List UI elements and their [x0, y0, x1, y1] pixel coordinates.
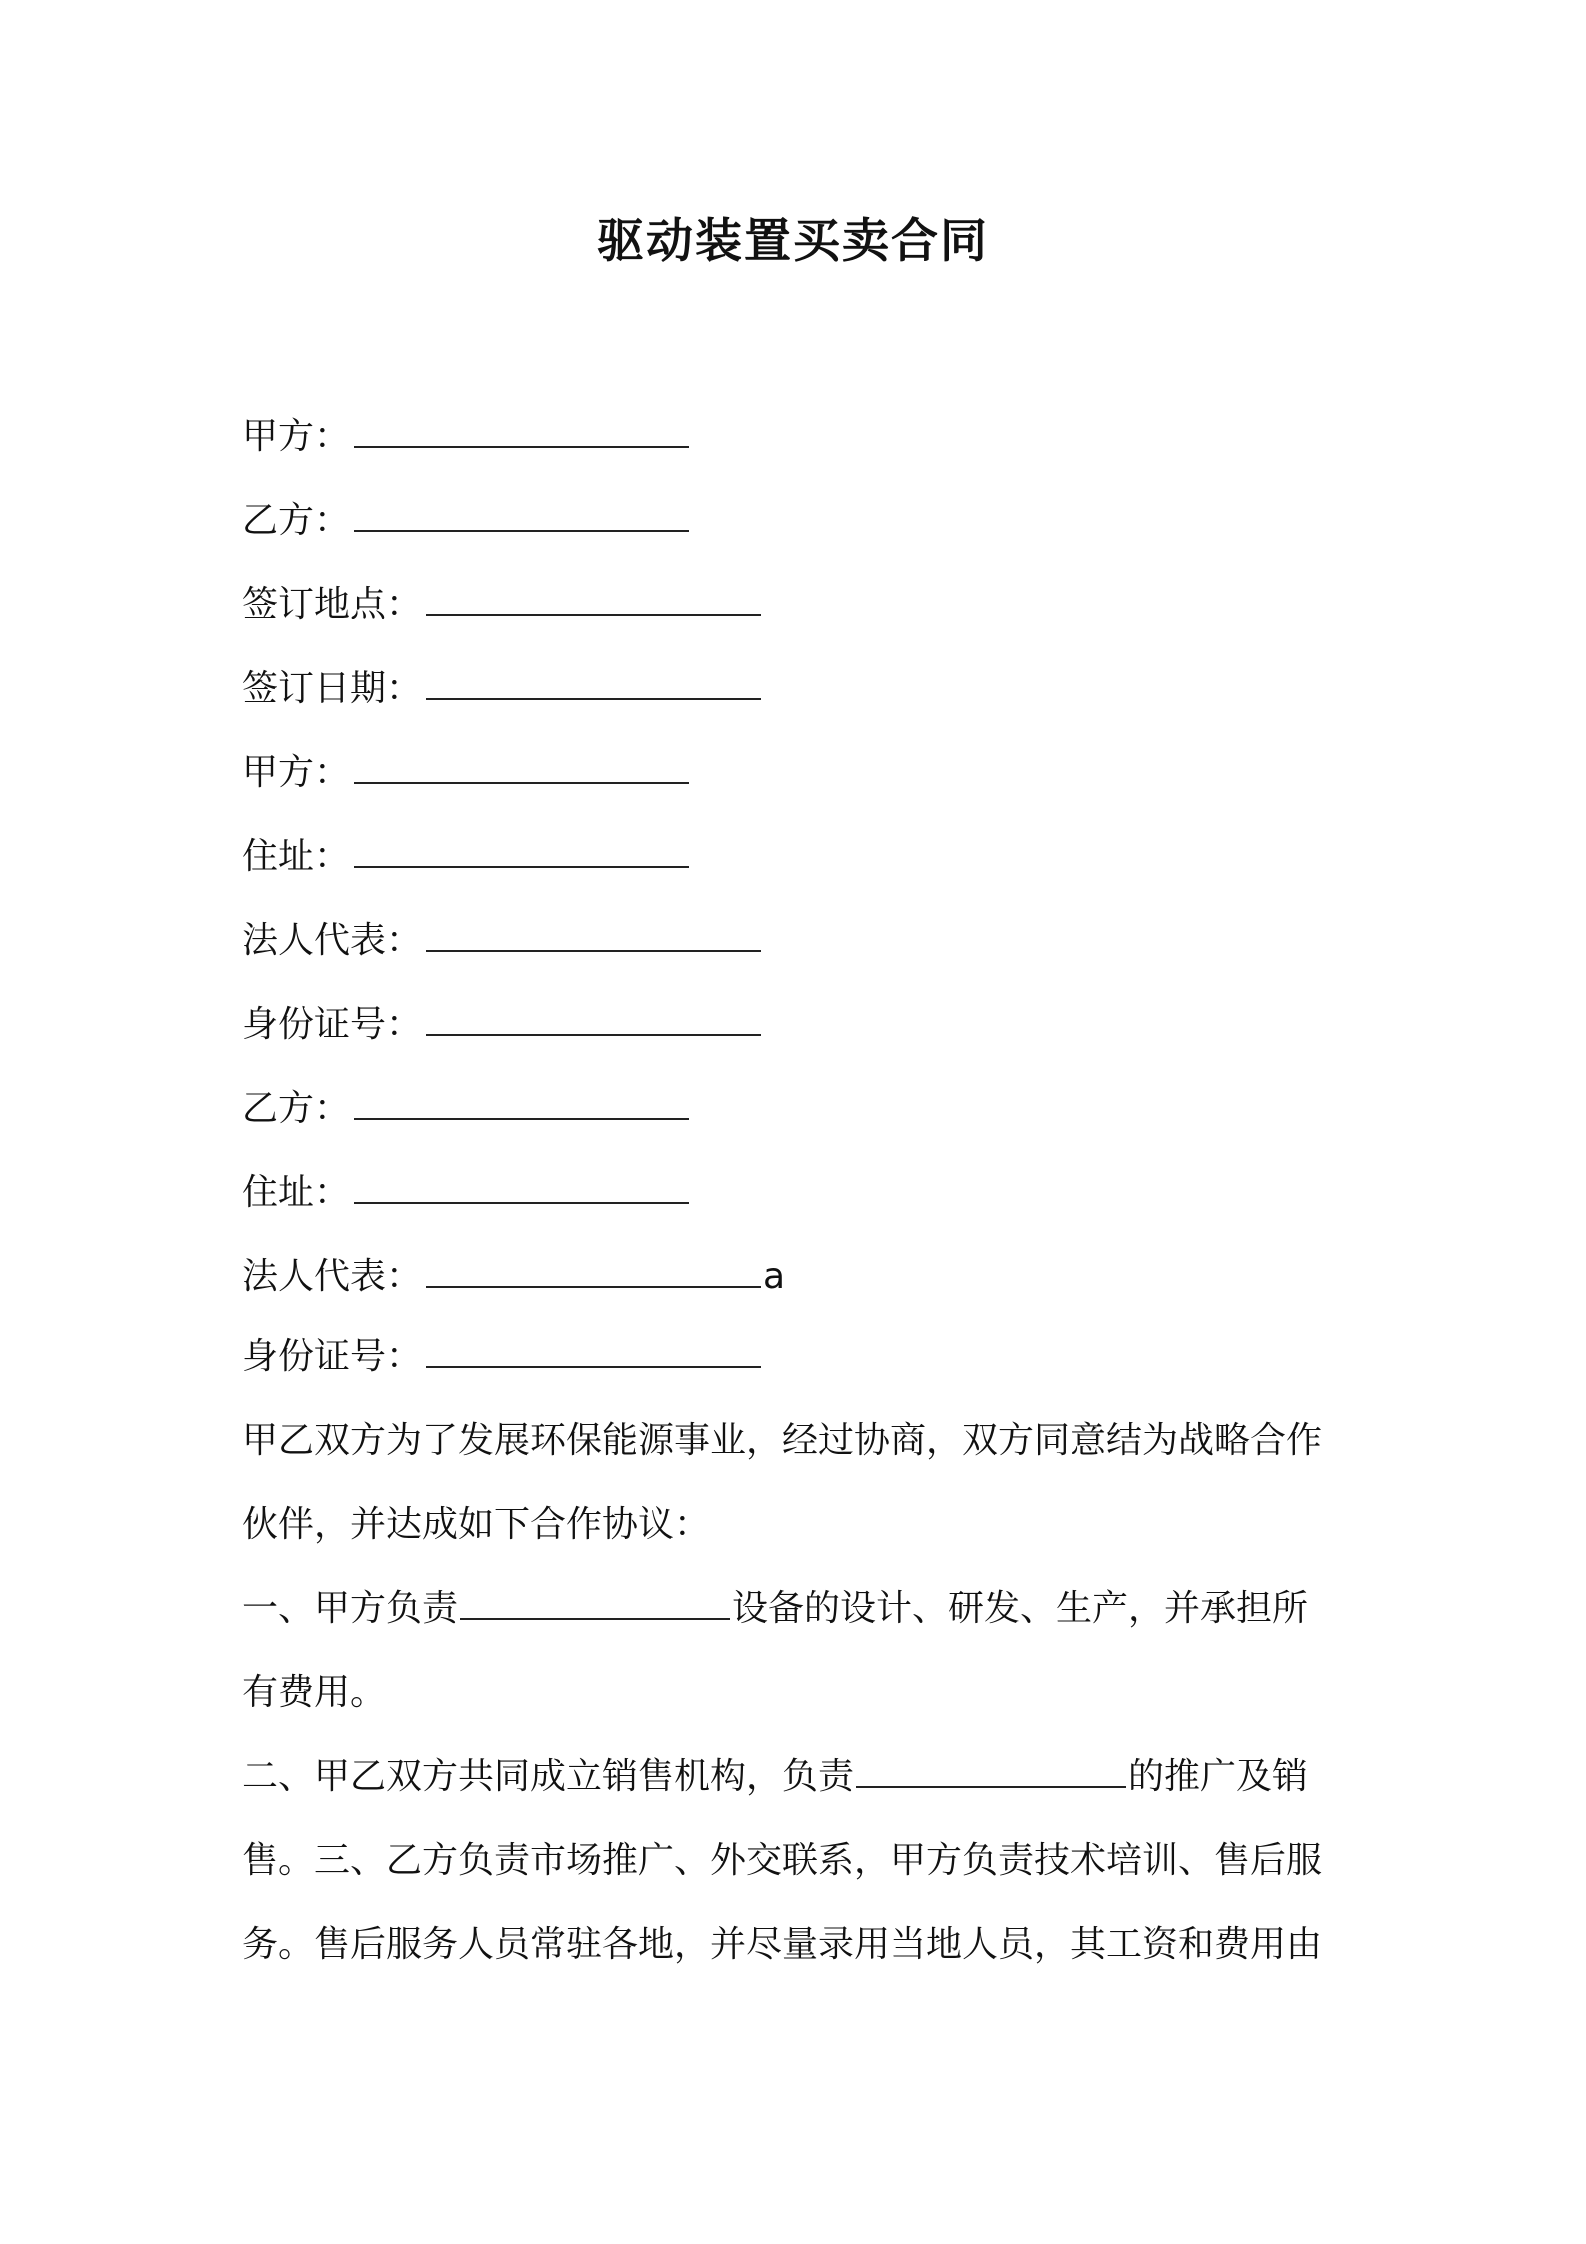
field-label: 住址： [242, 1172, 351, 1213]
blank-underline[interactable] [426, 920, 761, 952]
field-label: 身份证号： [242, 1004, 423, 1045]
field-party-a-2 [242, 750, 1352, 796]
blank-underline[interactable] [460, 1588, 730, 1620]
paragraph-line: 务。售后服务人员常驻各地，并尽量录用当地人员，其工资和费用由 [242, 1924, 1323, 1965]
paragraph-line: 甲乙双方为了发展环保能源事业，经过协商，双方同意结为战略合作 [242, 1420, 1323, 1461]
paragraph-line: 二、甲乙双方共同成立销售机构，负责 的推广及销 [242, 1756, 1309, 1797]
paragraph-line: 伙伴，并达成如下合作协议： [242, 1504, 711, 1545]
field-label: 签订地点： [242, 584, 423, 625]
blank-underline[interactable] [426, 1256, 761, 1288]
field-label: 身份证号： [242, 1336, 423, 1377]
field-party-b-2 [242, 1086, 1352, 1132]
field-signing-place [242, 582, 1352, 628]
field-label: 法人代表： [242, 1256, 423, 1297]
field-address-b [242, 1170, 1352, 1216]
field-party-a [242, 414, 1352, 460]
blank-underline[interactable] [354, 1172, 689, 1204]
blank-underline[interactable] [426, 668, 761, 700]
field-legal-rep-b [242, 1254, 1352, 1300]
field-id-number-a [242, 1002, 1352, 1048]
blank-underline[interactable] [426, 1004, 761, 1036]
blank-underline[interactable] [354, 500, 689, 532]
field-label: 乙方： [242, 1088, 351, 1129]
field-label: 签订日期： [242, 668, 423, 709]
field-label: 甲方： [242, 752, 351, 793]
field-label: 法人代表： [242, 920, 423, 961]
field-label: 乙方： [242, 500, 351, 541]
blank-underline[interactable] [354, 416, 689, 448]
blank-underline[interactable] [856, 1756, 1126, 1788]
field-id-number-b [242, 1334, 1352, 1380]
field-label: 住址： [242, 836, 351, 877]
paragraph-line: 一、甲方负责 设备的设计、研发、生产，并承担所 [242, 1588, 1309, 1629]
field-address-a [242, 834, 1352, 880]
field-legal-rep-a [242, 918, 1352, 964]
field-label: 甲方： [242, 416, 351, 457]
blank-underline[interactable] [426, 584, 761, 616]
field-party-b [242, 498, 1352, 544]
paragraph-line: 有费用。 [242, 1672, 387, 1713]
blank-underline[interactable] [354, 836, 689, 868]
paragraph-line: 售。三、乙方负责市场推广、外交联系，甲方负责技术培训、售后服 [242, 1840, 1323, 1881]
blank-underline[interactable] [426, 1336, 761, 1368]
document-title: 驱动装置买卖合同 [597, 214, 989, 269]
field-signing-date [242, 666, 1352, 712]
blank-underline[interactable] [354, 1088, 689, 1120]
blank-underline[interactable] [354, 752, 689, 784]
stray-char: a [763, 1256, 786, 1297]
